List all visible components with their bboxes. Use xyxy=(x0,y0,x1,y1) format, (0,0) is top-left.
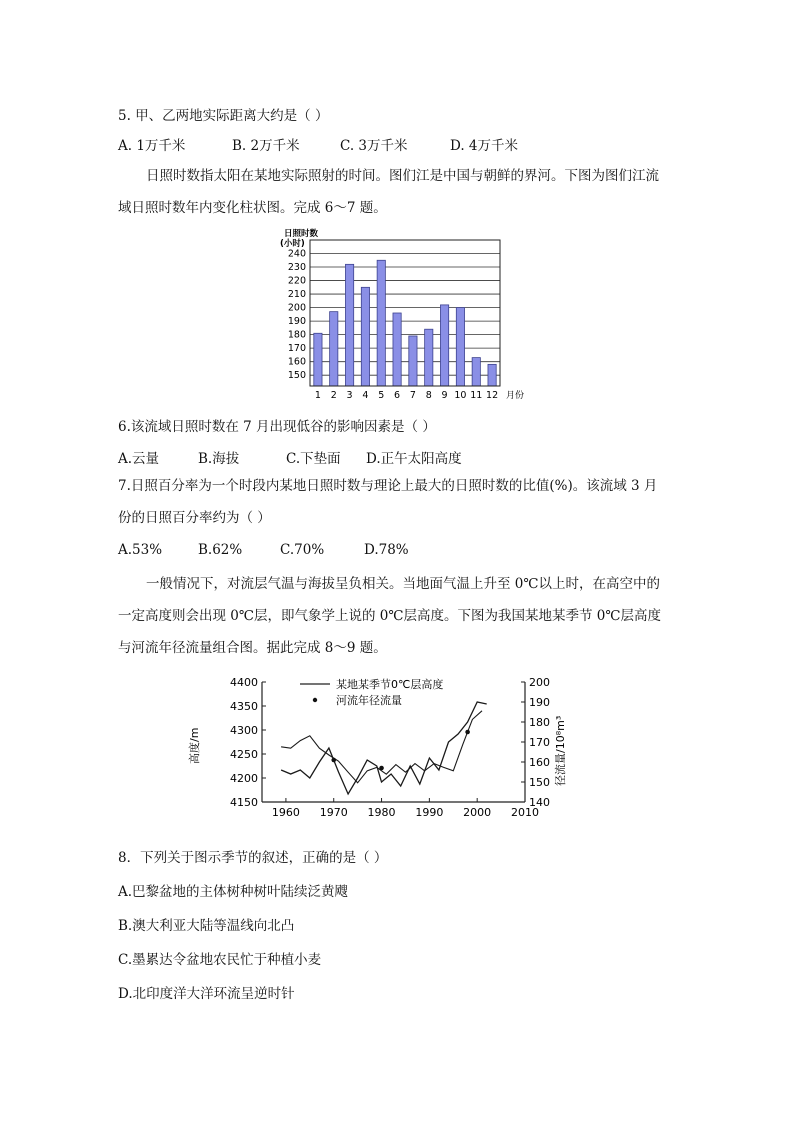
q7-option-d: D.78% xyxy=(364,542,409,558)
q5-option-a: A. 1万千米 xyxy=(118,138,186,154)
chart2-right-axis-label: 径流量/10⁸m³ xyxy=(554,715,567,786)
q5-option-c: C. 3万千米 xyxy=(340,138,408,154)
q6-option-a: A.云量 xyxy=(118,451,160,467)
chart1-xtick-1: 1 xyxy=(314,390,321,401)
chart2-line-freezing-level xyxy=(281,711,482,783)
chart1-bar-11 xyxy=(472,358,480,386)
chart2-left-tick-4150: 4150 xyxy=(230,796,258,809)
chart2-x-tick-1980: 1980 xyxy=(367,806,396,819)
chart1-bar-1 xyxy=(314,333,322,386)
chart1-ytick-240: 240 xyxy=(287,248,306,260)
intro2-line1: 一般情况下，对流层气温与海拔呈负相关。当地面气温上升至 0℃以上时，在高空中的 xyxy=(146,576,660,592)
chart1-ytick-190: 190 xyxy=(287,316,306,328)
chart2-left-axis-label: 高度/m xyxy=(188,727,201,764)
chart1-xtick-2: 2 xyxy=(330,390,337,401)
chart2-left-tick-4200: 4200 xyxy=(230,772,258,785)
chart1-bar-6 xyxy=(393,313,401,386)
q8-option-a: A.巴黎盆地的主体树种树叶陆续泛黄飕 xyxy=(118,884,349,900)
q5-options xyxy=(118,134,638,154)
chart1-ytick-210: 210 xyxy=(287,289,306,301)
chart1-xtick-12: 12 xyxy=(486,390,499,401)
intro1-line1: 日照时数指太阳在某地实际照射的时间。图们江是中国与朝鲜的界河。下图为图们江流 xyxy=(146,168,659,184)
chart1-ytick-220: 220 xyxy=(287,275,306,287)
chart1-ytick-170: 170 xyxy=(287,343,306,355)
chart2-runoff-marker-2 xyxy=(465,730,470,735)
chart1-ylabel-line1: 日照时数 xyxy=(284,229,319,239)
q7-option-c: C.70% xyxy=(280,542,325,558)
chart1-bar-2 xyxy=(330,312,338,386)
q7-option-a: A.53% xyxy=(118,542,163,558)
intro2-paragraph xyxy=(118,568,678,664)
chart1-xtick-8: 8 xyxy=(425,390,432,401)
q6-options xyxy=(118,447,638,467)
q7-paragraph xyxy=(118,470,678,534)
chart2-right-tick-150: 150 xyxy=(529,776,550,789)
chart2-runoff-marker-1 xyxy=(379,766,384,771)
chart2-line-runoff xyxy=(281,702,487,794)
q8-stem: 8．下列关于图示季节的叙述，正确的是（ ） xyxy=(118,850,388,866)
chart2-right-tick-160: 160 xyxy=(529,756,550,769)
chart1-bar-5 xyxy=(377,260,385,386)
q5-option-b: B. 2万千米 xyxy=(232,138,300,154)
chart1-xtick-6: 6 xyxy=(394,390,401,401)
chart2-left-tick-4400: 4400 xyxy=(230,676,258,689)
q5-stem: 5. 甲、乙两地实际距离大约是（ ） xyxy=(118,108,329,124)
intro1-line2: 域日照时数年内变化柱状图。完成 6～7 题。 xyxy=(118,200,387,216)
chart1-bar-7 xyxy=(409,336,417,386)
chart1-bar-12 xyxy=(488,364,496,386)
chart1-ytick-200: 200 xyxy=(287,302,306,314)
q6-option-c: C.下垫面 xyxy=(286,451,341,467)
chart1-xtick-7: 7 xyxy=(409,390,416,401)
q8-option-c: C.墨累达令盆地农民忙于种植小麦 xyxy=(118,952,322,968)
chart2-x-tick-1970: 1970 xyxy=(319,806,348,819)
chart1-xtick-4: 4 xyxy=(362,390,369,401)
chart1-ytick-150: 150 xyxy=(287,370,306,382)
chart2-x-tick-2010: 2010 xyxy=(511,806,539,819)
chart1-bar-3 xyxy=(345,264,353,386)
legend-label-runoff: 河流年径流量 xyxy=(336,694,402,707)
chart2-right-tick-190: 190 xyxy=(529,696,550,709)
chart2-x-tick-1990: 1990 xyxy=(415,806,444,819)
q8-option-b: B.澳大利亚大陆等温线向北凸 xyxy=(118,918,295,934)
chart2-left-tick-4250: 4250 xyxy=(230,748,258,761)
chart2-right-tick-140: 140 xyxy=(529,796,550,809)
sunshine-bar-chart xyxy=(270,226,530,401)
q7-line2: 份的日照百分率约为（ ） xyxy=(118,510,271,526)
legend-label-height: 某地某季节0℃层高度 xyxy=(336,678,444,691)
intro2-line2: 一定高度则会出现 0℃层，即气象学上说的 0℃层高度。下图为我国某地某季节 0℃层高度 xyxy=(118,608,661,624)
chart1-xtick-5: 5 xyxy=(378,390,385,401)
chart2-right-tick-180: 180 xyxy=(529,716,550,729)
chart2-left-tick-4300: 4300 xyxy=(230,724,258,737)
chart1-plot-frame xyxy=(310,240,500,386)
chart1-ytick-180: 180 xyxy=(287,329,306,341)
q7-options xyxy=(118,542,638,562)
chart1-xtick-10: 10 xyxy=(454,390,467,401)
q7-line1: 7.日照百分率为一个时段内某地日照时数与理论上最大的日照时数的比值(%)。该流域 3 月 xyxy=(118,478,658,494)
chart1-xtick-11: 11 xyxy=(470,390,483,401)
q6-option-d: D.正午太阳高度 xyxy=(366,451,462,467)
freezing-level-runoff-chart xyxy=(190,672,570,832)
chart1-xlabel: 月份 xyxy=(506,391,525,401)
chart1-bar-9 xyxy=(440,305,448,386)
chart2-runoff-marker-0 xyxy=(331,758,336,763)
q7-option-b: B.62% xyxy=(198,542,243,558)
chart1-xtick-3: 3 xyxy=(346,390,353,401)
q5-option-d: D. 4万千米 xyxy=(450,138,519,154)
chart1-bar-8 xyxy=(425,329,433,386)
chart1-xtick-9: 9 xyxy=(441,390,448,401)
q6-stem: 6.该流域日照时数在 7 月出现低谷的影响因素是（ ） xyxy=(118,419,436,435)
chart2-right-tick-170: 170 xyxy=(529,736,550,749)
intro2-line3: 与河流年径流量组合图。据此完成 8～9 题。 xyxy=(118,640,387,656)
legend-dot-runoff xyxy=(313,698,317,702)
q8-option-d: D.北印度洋大洋环流呈逆时针 xyxy=(118,986,295,1002)
chart1-bar-4 xyxy=(361,287,369,386)
chart2-left-tick-4350: 4350 xyxy=(230,700,258,713)
chart1-ytick-230: 230 xyxy=(287,262,306,274)
intro1-paragraph xyxy=(118,160,678,224)
chart2-x-tick-2000: 2000 xyxy=(463,806,492,819)
chart1-ylabel-line2: (小时) xyxy=(280,239,305,249)
chart1-bar-10 xyxy=(456,308,464,386)
chart2-right-tick-200: 200 xyxy=(529,676,550,689)
chart1-ytick-160: 160 xyxy=(287,356,306,368)
q6-option-b: B.海拔 xyxy=(198,451,240,467)
chart2-x-tick-1960: 1960 xyxy=(271,806,300,819)
